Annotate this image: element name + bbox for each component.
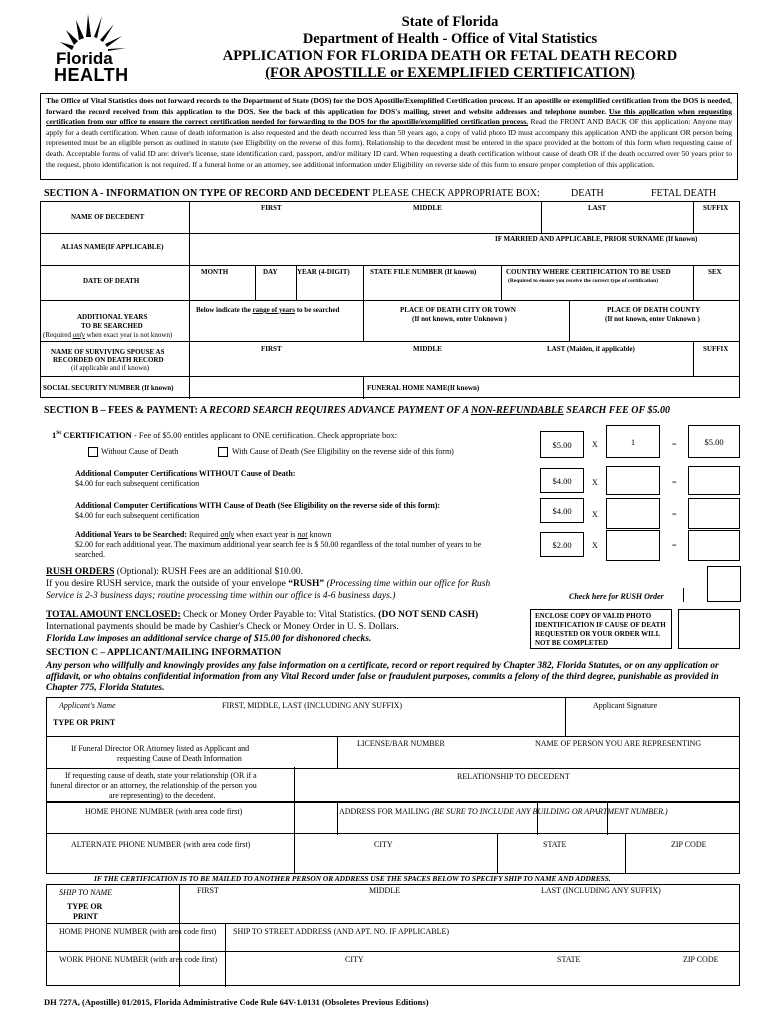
label-ship-print: PRINT	[73, 912, 98, 921]
fee-years-total[interactable]	[688, 530, 740, 561]
label-alias: ALIAS NAME(IF APPLICABLE)	[61, 243, 164, 251]
label-license: LICENSE/BAR NUMBER	[357, 739, 445, 748]
home-phone-row	[46, 802, 740, 834]
label-ship-state: STATE	[557, 955, 581, 964]
rush-orders: RUSH ORDERS (Optional): RUSH Fees are an additional $10.00.	[46, 567, 304, 577]
label-spouse-3: (if applicable and if known)	[71, 364, 150, 372]
add-with-sub: $4.00 for each subsequent certification	[75, 511, 200, 520]
alt-phone-row	[46, 834, 740, 874]
relationship-row	[46, 767, 740, 803]
rush-check-mark	[683, 588, 684, 602]
label-spouse-first: FIRST	[261, 345, 282, 353]
fee-without-total[interactable]	[688, 466, 740, 495]
fee-first-qty[interactable]: 1	[606, 425, 660, 458]
label-additional-years: ADDITIONAL YEARS	[77, 313, 148, 321]
label-state-file-number: STATE FILE NUMBER (If known)	[370, 268, 477, 276]
fee-with-qty[interactable]	[606, 498, 660, 529]
intro-underlined: Use this application when requesting certification from our office to ensure the correct certification needed for forwarding to the DOS for the apostille/exemplified certification process.	[46, 106, 732, 127]
fee-with-amount: $4.00	[540, 498, 584, 523]
label-spouse-2: RECORDED ON DEATH RECORD	[53, 356, 164, 364]
label-spouse-1: NAME OF SURVIVING SPOUSE AS	[51, 348, 165, 356]
false-info-warning: Any person who willfully and knowingly provides any false information on a certificate, record or report required by Chapter 382, Florida Statutes, or on any application or affidavit, or who obtains confidential information from any Vital Record under false or fraudulent purposes, commits a felony of the third degree, punishable as provided in Chapter 775, Florida Statutes.	[46, 661, 719, 694]
label-address: ADDRESS FOR MAILING (BE SURE TO INCLUDE ANY BUILDING OR APARTMENT NUMBER.)	[339, 807, 668, 816]
fee-first-x: X	[592, 440, 598, 449]
label-relation-2: funeral director or an attorney, the relationship of the person you	[50, 781, 257, 790]
form-footer: DH 727A, (Apostille) 01/2015, Florida Administrative Code Rule 64V-1.0131 (Obsoletes Previous Editions)	[44, 997, 429, 1007]
logo-health: HEALTH	[54, 65, 129, 85]
section-c-heading: SECTION C – APPLICANT/MAILING INFORMATION	[46, 648, 282, 658]
section-a-heading	[44, 188, 540, 199]
add-without-title: Additional Computer Certifications WITHOUT Cause of Death:	[75, 469, 296, 478]
label-day: DAY	[263, 268, 278, 276]
label-home-phone: HOME PHONE NUMBER (with area code first)	[85, 807, 243, 816]
label-without-cod: Without Cause of Death	[101, 447, 179, 456]
fee-years-qty[interactable]	[606, 530, 660, 561]
form-header	[160, 14, 740, 82]
label-ssn: SOCIAL SECURITY NUMBER (If known)	[43, 384, 174, 392]
florida-law-charge: Florida Law imposes an additional service charge of $15.00 for dishonored checks.	[46, 634, 372, 644]
fee-years-x: X	[592, 541, 598, 550]
fee-years-eq: =	[672, 541, 677, 550]
label-type-print: TYPE OR PRINT	[53, 718, 116, 727]
checkbox-with-cod[interactable]	[218, 447, 228, 457]
label-state: STATE	[543, 840, 567, 849]
label-funeral-1: If Funeral Director OR Attorney listed as Applicant and	[71, 744, 250, 753]
section-a-grid	[40, 201, 740, 398]
label-suffix: SUFFIX	[703, 204, 729, 212]
section-a-instruction: PLEASE CHECK APPROPRIATE BOX:	[372, 188, 540, 199]
add-years-sub2: searched.	[75, 550, 105, 559]
fee-with-eq: =	[672, 510, 677, 519]
label-work-phone: WORK PHONE NUMBER (with area code first)	[59, 955, 218, 964]
photo-id-notice: ENCLOSE COPY OF VALID PHOTO IDENTIFICATION IF CAUSE OF DEATH REQUESTED OR YOUR ORDER WILL NOT BE COMPLETED	[530, 609, 672, 649]
header-state: State of Florida	[401, 14, 499, 30]
header-department: Department of Health - Office of Vital Statistics	[302, 31, 598, 47]
label-relation-3: are representing) to the decedent.	[109, 791, 216, 800]
header-application-title: APPLICATION FOR FLORIDA DEATH OR FETAL DEATH RECORD	[222, 48, 678, 64]
intro-bold: The Office of Vital Statistics does not forward records to the Department of State (DOS) for the DOS Apostille/Exemplified Certification process. If an apostille or exemplified certification from the DOS is needed, forward the record received from this application to the DOS. See the back of this application for DOS's mailing, street and website addresses and telephone number.	[46, 96, 732, 116]
checkbox-without-cod[interactable]	[88, 447, 98, 457]
rush-line2: If you desire RUSH service, mark the outside of your envelope “RUSH” (Processing time within our office for Rush	[46, 579, 491, 589]
fee-first-total[interactable]: $5.00	[688, 425, 740, 458]
florida-health-logo	[52, 8, 142, 90]
label-ship-city: CITY	[345, 955, 364, 964]
international-payments: International payments should be made by Cashier's Check or Money Order in U. S. Dollars.	[46, 622, 399, 632]
label-to-be-searched: TO BE SEARCHED	[81, 322, 143, 330]
label-with-cod: With Cause of Death (See Eligibility on the reverse side of this form)	[232, 447, 454, 456]
label-funeral-2: requesting Cause of Death Information	[117, 754, 242, 763]
label-ship-last: LAST (INCLUDING ANY SUFFIX)	[541, 886, 661, 895]
label-place-city-sub: (If not known, enter Unknown )	[412, 315, 507, 323]
fee-without-amount: $4.00	[540, 468, 584, 493]
rush-checkbox[interactable]	[707, 566, 741, 602]
first-certification: 1St CERTIFICATION - Fee of $5.00 entitles applicant to ONE certification. Check appropriate box:	[52, 429, 398, 440]
checkbox-fetal-death[interactable]: FETAL DEATH	[651, 188, 717, 199]
ship-to-note: IF THE CERTIFICATION IS TO BE MAILED TO ANOTHER PERSON OR ADDRESS USE THE SPACES BELOW TO SPECIFY SHIP TO NAME AND ADDRESS.	[94, 874, 611, 883]
label-relation-1: If requesting cause of death, state your relationship (OR if a	[65, 771, 257, 780]
checkbox-death[interactable]: DEATH	[571, 188, 604, 199]
label-city: CITY	[374, 840, 393, 849]
label-ship-type-or: TYPE OR	[67, 902, 103, 911]
add-years-title: Additional Years to be Searched: Required only when exact year is not known	[75, 530, 332, 539]
label-country: COUNTRY WHERE CERTIFICATION TO BE USED	[506, 268, 671, 276]
fee-without-x: X	[592, 478, 598, 487]
intro-notice	[40, 93, 738, 180]
fee-with-x: X	[592, 510, 598, 519]
add-years-sub1: $2.00 for each additional year. The maximum additional year search fee is $ 50.00 regardless of the total number of years to be	[75, 540, 482, 549]
label-signature: Applicant Signature	[593, 701, 658, 710]
label-ship-street: SHIP TO STREET ADDRESS (AND APT. NO. IF APPLICABLE)	[233, 927, 450, 936]
section-a-title: SECTION A - INFORMATION ON TYPE OF RECORD AND DECEDENT	[44, 188, 370, 199]
label-spouse-last: LAST (Maiden, if applicable)	[547, 345, 635, 353]
fee-first-amount: $5.00	[540, 431, 584, 458]
label-fml: FIRST, MIDDLE, LAST (INCLUDING ANY SUFFIX)	[222, 701, 403, 710]
fee-without-eq: =	[672, 478, 677, 487]
rush-line3: Service is 2-3 business days; routine processing time within our office is 4-6 business days.)	[46, 591, 396, 601]
total-amount-box[interactable]	[678, 609, 740, 649]
fee-first-eq: =	[672, 440, 677, 449]
label-place-county-sub: (If not known, enter Unknown )	[605, 315, 700, 323]
label-month: MONTH	[201, 268, 229, 276]
label-last: LAST	[588, 204, 607, 212]
ship-to-table	[46, 884, 740, 986]
intro-rest: Read the FRONT AND BACK OF this application: Anyone may apply for a death certification. When cause of death information is also requested and the death occurred less than 50 years ago, a copy of valid photo ID must accompany this application AND the applicant OR person being represented must be an eligible person as outlined in statute (see Eligibility on the reverse of this form). Relationship to the decedent must be entered in the space provided at the bottom of this form when requesting cause of death. Acceptable forms of valid ID are: driver's license, state identification card, passport, and/or military ID card. When requesting a death certification without cause of death OR if the death occurred over 50 years prior to the request, photo identification is not required. If a funeral home or an attorney, see additional information under Eligibility on reverse side of this form to ensure proper completion of this application.	[46, 117, 732, 169]
fee-years-amount: $2.00	[540, 532, 584, 557]
label-ship-middle: MIDDLE	[369, 886, 401, 895]
label-ship-to-name: SHIP TO NAME	[59, 888, 113, 897]
fee-with-total[interactable]	[688, 498, 740, 529]
rush-check-label: Check here for RUSH Order	[569, 592, 664, 601]
label-funeral-home: FUNERAL HOME NAME(If known)	[367, 384, 480, 392]
logo-florida: Florida	[56, 49, 113, 68]
label-country-sub: (Required to ensure you receive the correct type of certification)	[508, 278, 659, 284]
header-apostille: (FOR APOSTILLE or EXEMPLIFIED CERTIFICATION)	[265, 65, 635, 81]
label-required-when: (Required only when exact year is not known)	[43, 331, 173, 339]
label-applicant-name: Applicant's Name	[59, 701, 116, 710]
label-year: YEAR (4-DIGIT)	[297, 268, 350, 276]
label-ship-zip: ZIP CODE	[683, 955, 719, 964]
label-zip: ZIP CODE	[671, 840, 707, 849]
label-place-city: PLACE OF DEATH CITY OR TOWN	[400, 306, 516, 314]
label-name-of-decedent: NAME OF DECEDENT	[71, 213, 145, 221]
label-first: FIRST	[261, 204, 282, 212]
label-spouse-middle: MIDDLE	[413, 345, 442, 353]
label-prior-surname: IF MARRIED AND APPLICABLE, PRIOR SURNAME (If known)	[495, 235, 698, 243]
label-sex: SEX	[708, 268, 722, 276]
label-spouse-suffix: SUFFIX	[703, 345, 729, 353]
label-ship-home-phone: HOME PHONE NUMBER (with area code first)	[59, 927, 217, 936]
add-with-title: Additional Computer Certifications WITH Cause of Death (See Eligibility on the reverse side of this form):	[75, 501, 441, 510]
label-alt-phone: ALTERNATE PHONE NUMBER (with area code first)	[71, 840, 251, 849]
label-date-of-death: DATE OF DEATH	[83, 277, 140, 285]
label-place-county: PLACE OF DEATH COUNTY	[607, 306, 701, 314]
label-ship-first: FIRST	[197, 886, 219, 895]
add-without-sub: $4.00 for each subsequent certification	[75, 479, 200, 488]
label-relationship: RELATIONSHIP TO DECEDENT	[457, 772, 570, 781]
total-enclosed: TOTAL AMOUNT ENCLOSED: Check or Money Order Payable to: Vital Statistics. (DO NOT SEND CASH)	[46, 610, 479, 620]
section-b-heading: SECTION B – FEES & PAYMENT: A RECORD SEARCH REQUIRES ADVANCE PAYMENT OF A NON-REFUNDABLE SEARCH FEE OF $5.00	[44, 405, 671, 416]
label-representing: NAME OF PERSON YOU ARE REPRESENTING	[535, 739, 702, 748]
fee-without-qty[interactable]	[606, 466, 660, 495]
label-range-of-years: Below indicate the range of years to be searched	[196, 306, 340, 314]
label-middle: MIDDLE	[413, 204, 442, 212]
